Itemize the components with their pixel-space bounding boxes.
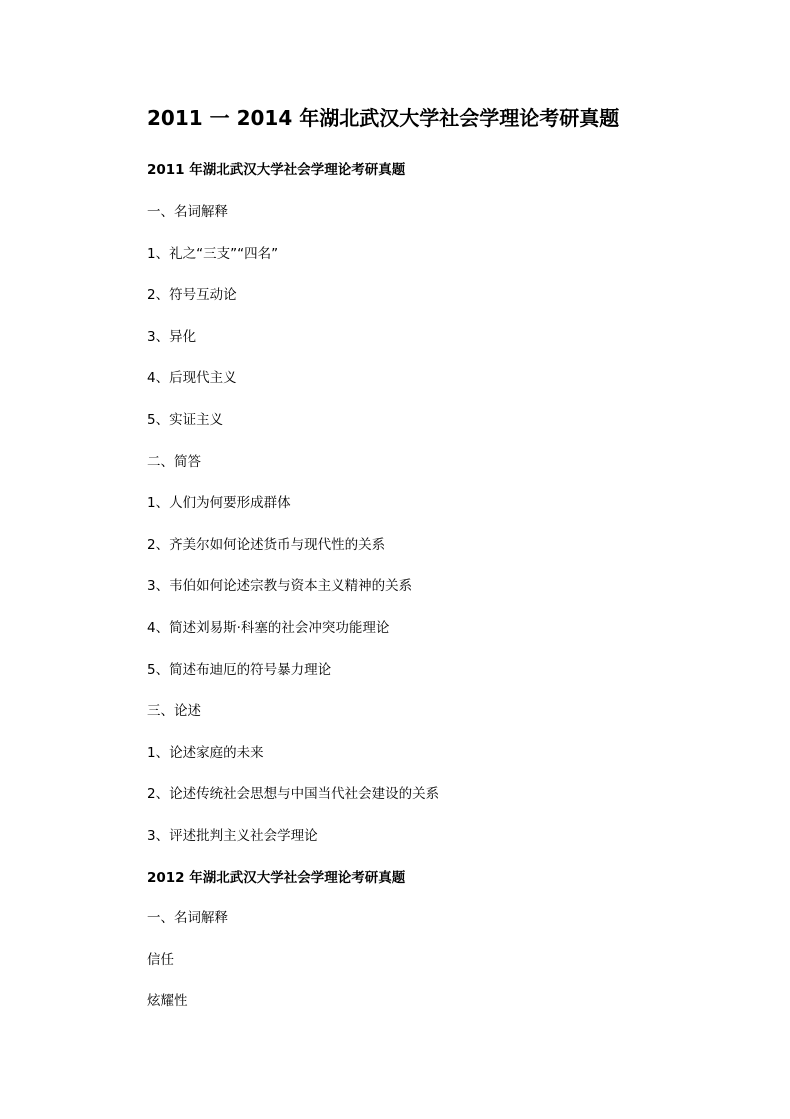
document-title: 2011 一 2014 年湖北武汉大学社会学理论考研真题 — [147, 106, 620, 130]
question-item: 信任 — [147, 952, 174, 968]
section-heading-2011: 2011 年湖北武汉大学社会学理论考研真题 — [147, 162, 406, 178]
question-item: 1、礼之“三支”“四名” — [147, 246, 279, 262]
part-label-short-answer: 二、简答 — [147, 454, 201, 470]
part-label-terms: 一、名词解释 — [147, 204, 228, 220]
question-item: 2、论述传统社会思想与中国当代社会建设的关系 — [147, 786, 440, 802]
question-item: 2、符号互动论 — [147, 287, 237, 303]
section-heading-2012: 2012 年湖北武汉大学社会学理论考研真题 — [147, 870, 406, 886]
question-item: 3、异化 — [147, 329, 197, 345]
question-item: 2、齐美尔如何论述货币与现代性的关系 — [147, 537, 386, 553]
question-item: 5、简述布迪厄的符号暴力理论 — [147, 662, 332, 678]
question-item: 3、评述批判主义社会学理论 — [147, 828, 318, 844]
part-label-essay: 三、论述 — [147, 703, 201, 719]
part-label-terms: 一、名词解释 — [147, 910, 228, 926]
question-item: 4、后现代主义 — [147, 370, 237, 386]
question-item: 3、韦伯如何论述宗教与资本主义精神的关系 — [147, 578, 413, 594]
question-item: 4、简述刘易斯·科塞的社会冲突功能理论 — [147, 620, 390, 636]
question-item: 炫耀性 — [147, 993, 188, 1009]
question-item: 1、人们为何要形成群体 — [147, 495, 291, 511]
question-item: 1、论述家庭的未来 — [147, 745, 264, 761]
question-item: 5、实证主义 — [147, 412, 224, 428]
